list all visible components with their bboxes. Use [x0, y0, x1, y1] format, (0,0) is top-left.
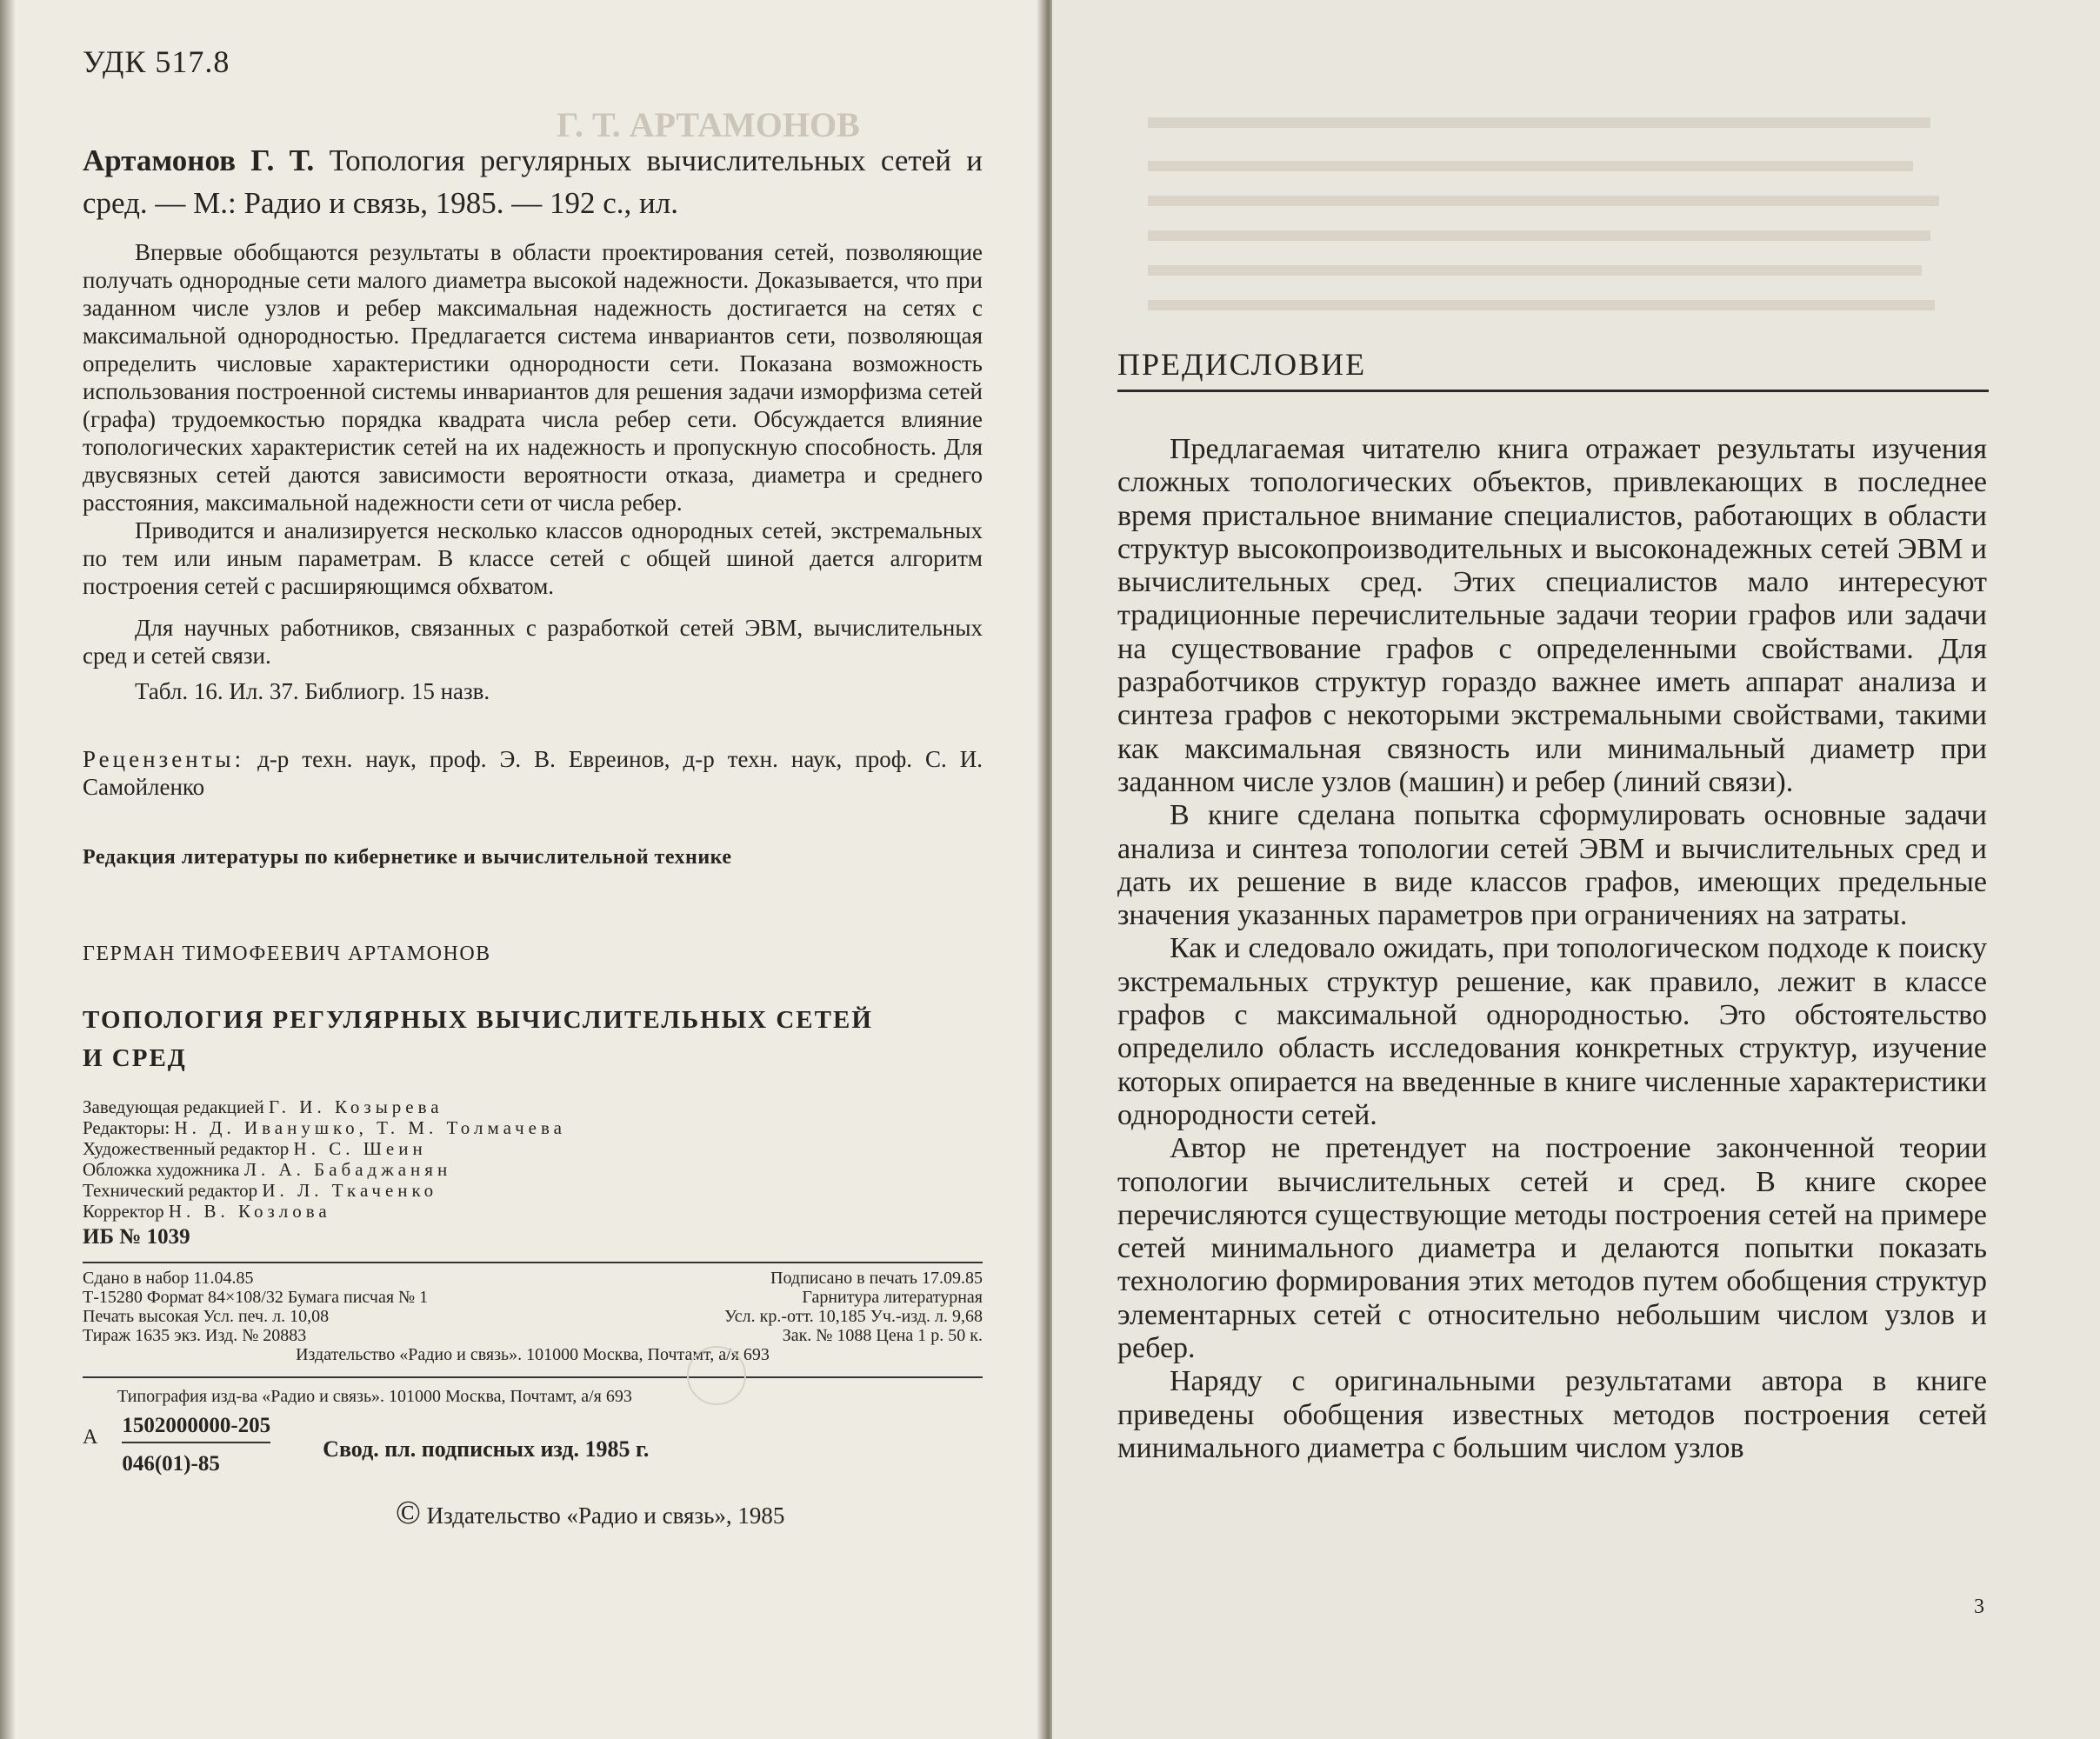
page-edge-shadow	[0, 0, 16, 1739]
page-number: 3	[1974, 1596, 1984, 1618]
audience-text: Для научных работников, связанных с разработкой сетей ЭВМ, вычислительных сред и сетей связи.	[83, 615, 983, 669]
staff-row	[83, 1180, 983, 1201]
reviewers-text: д-р техн. наук, проф. Э. В. Евреинов, д-р техн. наук, проф. С. И. Самойленко	[83, 746, 983, 800]
staff-name: Г. И. Козырева	[269, 1096, 443, 1117]
tables-count: Табл. 16. Ил. 37. Библиогр. 15 назв.	[135, 678, 490, 704]
typography-line: Типография изд-ва «Радио и связь». 101000 Москва, Почтамт, а/я 693	[117, 1387, 632, 1406]
staff-role: Обложка художника	[83, 1159, 240, 1180]
imprint	[83, 1269, 983, 1364]
staff-role: Корректор	[83, 1201, 164, 1222]
ib-number: ИБ № 1039	[83, 1225, 190, 1249]
staff-name: Н. С. Шеин	[293, 1138, 427, 1159]
udk-code: УДК 517.8	[83, 44, 230, 79]
code-letter: А	[83, 1426, 98, 1449]
staff-name: И. Л. Ткаченко	[262, 1180, 438, 1201]
body-paragraph: Как и следовало ожидать, при топологическом подходе к поиску экстремальных структур решение, как правило, лежит в классе графов с максимальной однородностью. Это обстоятельство определило область исследования конкретных структур, изучение которых опирается на введенные в книге численные характеристики однородности сетей.	[1117, 932, 1987, 1131]
staff-role: Заведующая редакцией	[83, 1096, 264, 1117]
imprint-cell: Тираж 1635 экз. Изд. № 20883	[83, 1326, 307, 1345]
heading-rule	[1117, 390, 1989, 392]
reviewers-label: Рецензенты:	[83, 746, 245, 772]
staff-role: Редакторы:	[83, 1117, 170, 1138]
imprint-cell: Т-15280 Формат 84×108/32 Бумага писчая № 1	[83, 1288, 429, 1307]
imprint-row	[83, 1269, 983, 1288]
bibliographic-record	[83, 139, 983, 224]
divider	[83, 1262, 983, 1263]
body-paragraph: Наряду с оригинальными результатами автора в книге приведены обобщения известных методов построения сетей минимального диаметра с большим числом узлов	[1117, 1365, 1987, 1464]
imprint-cell: Усл. кр.-отт. 10,185 Уч.-изд. л. 9,68	[724, 1307, 983, 1326]
subscription-note: Свод. пл. подписных изд. 1985 г.	[323, 1436, 650, 1462]
code-fraction	[122, 1414, 270, 1476]
book-title	[83, 1001, 983, 1077]
publisher-watermark-logo	[687, 1346, 746, 1405]
left-page	[0, 0, 1043, 1739]
code-numerator: 1502000000-205	[122, 1414, 270, 1443]
imprint-cell: Гарнитура литературная	[802, 1288, 983, 1307]
code-denominator: 046(01)-85	[122, 1452, 220, 1476]
staff-role: Художественный редактор	[83, 1138, 290, 1159]
staff-name: Л. А. Бабаджанян	[243, 1159, 452, 1180]
abstract-paragraph: Впервые обобщаются результаты в области проектирования сетей, позволяющие получать однородные сети малого диаметра высокой надежности. Доказывается, что при заданном числе узлов и ребер максимальная надежность достигается на сетях с максимальной однородностью. Предлагается система инвариантов сети, позволяющая определить числовые характеристики однородности сети. Показана возможность использования построенной системы инвариантов для решения задачи изморфизма сетей (графа) трудоемкостью порядка квадрата числа ребер сети. Обсуждается влияние топологических характеристик сетей на их надежность и пропускную способность. Для двусвязных сетей даются зависимости вероятности отказа, диаметра и среднего расстояния, максимальной надежности сети от числа ребер.	[83, 239, 983, 516]
staff-list	[83, 1096, 983, 1222]
right-page	[1052, 0, 2100, 1739]
audience	[83, 614, 983, 670]
bib-description: Топология регулярных вычислительных сетей и сред. — М.: Радио и связь, 1985. — 192 с., ил.	[83, 143, 983, 220]
imprint-cell: Зак. № 1088 Цена 1 р. 50 к.	[782, 1326, 983, 1345]
copyright	[396, 1494, 983, 1532]
preface-body	[1117, 433, 1987, 1465]
divider	[83, 1376, 983, 1378]
staff-name: Н. Д. Иванушко, Т. М. Толмачева	[174, 1117, 566, 1138]
copyright-text: Издательство «Радио и связь»,	[426, 1502, 732, 1529]
imprint-row	[83, 1307, 983, 1326]
bib-author: Артамонов Г. Т.	[83, 143, 315, 177]
body-paragraph: В книге сделана попытка сформулировать основные задачи анализа и синтеза топологии сетей ЭВМ и вычислительных сред и дать их решение в виде классов графов, имеющих предельные значения указанных параметров при ограничениях на затраты.	[1117, 799, 1987, 932]
bleed-through-text: Г. Т. АРТАМОНОВ	[557, 105, 860, 144]
imprint-row	[83, 1288, 983, 1307]
staff-row	[83, 1201, 983, 1222]
staff-row	[83, 1159, 983, 1180]
classification-code	[83, 1414, 983, 1476]
staff-row	[83, 1117, 983, 1138]
copyright-symbol: ©	[396, 1495, 421, 1531]
copyright-year: 1985	[737, 1502, 785, 1529]
abstract	[83, 238, 983, 600]
staff-row	[83, 1096, 983, 1117]
section-heading: ПРЕДИСЛОВИЕ	[1117, 347, 1367, 382]
editorial-office: Редакция литературы по кибернетике и вычислительной технике	[83, 846, 732, 869]
book-title-line: И СРЕД	[83, 1044, 187, 1072]
bleed-through-area	[1052, 0, 2100, 383]
abstract-paragraph: Приводится и анализируется несколько классов однородных сетей, экстремальных по тем или иным параметрам. В классе сетей с общей шиной дается алгоритм построения сетей с расширяющимся обхватом.	[83, 517, 983, 599]
staff-role: Технический редактор	[83, 1180, 258, 1201]
author-full-name: ГЕРМАН ТИМОФЕЕВИЧ АРТАМОНОВ	[83, 943, 491, 965]
book-title-line: ТОПОЛОГИЯ РЕГУЛЯРНЫХ ВЫЧИСЛИТЕЛЬНЫХ СЕТЕЙ	[83, 1006, 873, 1034]
imprint-row	[83, 1326, 983, 1345]
imprint-cell: Подписано в печать 17.09.85	[770, 1269, 983, 1288]
reviewers	[83, 745, 983, 801]
body-paragraph: Предлагаемая читателю книга отражает результаты изучения сложных топологических объектов, привлекающих в последнее время пристальное внимание специалистов, работающих в области структур высокопроизводительных и высоконадежных сетей ЭВМ и вычислительных сред. Этих специалистов мало интересуют традиционные перечислительные задачи теории графов или задачи на существование графов с определенными свойствами. Для разработчиков структур гораздо важнее иметь аппарат анализа и синтеза графов с некоторыми экстремальными свойствами, такими как максимальная связность или минимальный диаметр при заданном числе узлов (машин) и ребер (линий связи).	[1117, 433, 1987, 798]
body-paragraph: Автор не претендует на построение законченной теории топологии вычислительных сетей и сред. В книге скорее перечисляются существующие методы построения сетей на примере сетей минимального диаметра и делаются попытки показать технологию формирования этих методов путем обобщения структур элементарных сетей с относительно небольшим числом узлов и ребер.	[1117, 1132, 1987, 1365]
imprint-cell: Печать высокая Усл. печ. л. 10,08	[83, 1307, 330, 1326]
staff-name: Н. В. Козлова	[168, 1201, 331, 1222]
imprint-cell: Сдано в набор 11.04.85	[83, 1269, 254, 1288]
publisher-line: Издательство «Радио и связь». 101000 Москва, Почтамт, а/я 693	[296, 1345, 770, 1364]
staff-row	[83, 1138, 983, 1159]
